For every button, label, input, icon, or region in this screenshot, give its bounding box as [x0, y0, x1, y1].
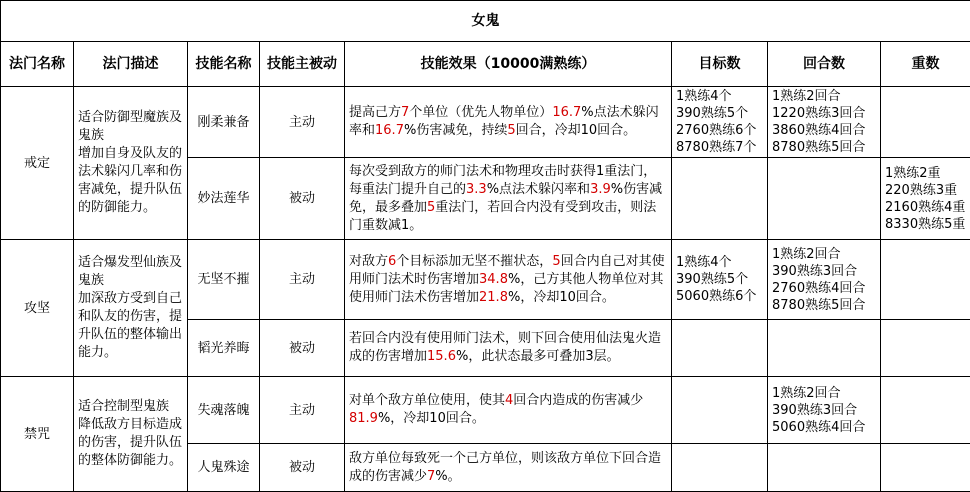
description-line: 适合爆发型仙族及鬼族	[78, 254, 183, 290]
effect-value: 3.3	[466, 182, 487, 197]
target-count	[672, 158, 768, 240]
skill-effect	[345, 320, 672, 377]
skill-effect	[345, 377, 672, 444]
header-skill-effect: 技能效果（10000满熟练）	[345, 42, 672, 87]
header-skill-name: 技能名称	[188, 42, 260, 87]
effect-text: %，此状态最多可叠加3层。	[456, 349, 620, 364]
description-line: 降低敌方目标造成的伤害，提升队伍的整体防御能力。	[78, 416, 183, 470]
skill-type: 主动	[260, 87, 345, 158]
skill-effect	[345, 240, 672, 320]
effect-value: 5	[552, 254, 560, 269]
skill-name: 韬光养晦	[188, 320, 260, 377]
skill-name: 刚柔兼备	[188, 87, 260, 158]
stack-count	[881, 377, 970, 444]
round-count	[768, 320, 881, 377]
effect-text: %伤害减免，最多叠加	[349, 182, 662, 215]
effect-text: 对单个敌方单位使用，使其	[349, 393, 505, 408]
skill-effect	[345, 87, 672, 158]
description-line: 加深敌方受到自己和队友的伤害，提升队伍的整体输出能力。	[78, 290, 183, 362]
value-line: 1熟练2回合	[772, 88, 876, 105]
skill-name: 妙法莲华	[188, 158, 260, 240]
value-line: 1熟练4个	[676, 254, 763, 271]
effect-value: 5	[427, 200, 435, 215]
header-description: 法门描述	[74, 42, 188, 87]
value-line: 1熟练2重	[885, 165, 966, 182]
value-line: 8780熟练5回合	[772, 297, 876, 314]
effect-text: 重法门，若回合内没有受到攻击，则法门重数减1。	[349, 200, 656, 233]
skill-name: 人鬼殊途	[188, 444, 260, 492]
header-skill-type: 技能主被动	[260, 42, 345, 87]
effect-text: %。	[435, 469, 460, 484]
effect-text: 个目标添加无坚不摧状态，	[396, 254, 552, 269]
value-line: 2760熟练4回合	[772, 280, 876, 297]
table-row	[1, 377, 970, 444]
effect-text: %，冷却10回合。	[508, 290, 615, 305]
effect-text: 回合内自己对其使用师门法术时伤害增加	[349, 254, 665, 287]
table-row	[1, 87, 970, 158]
value-line: 8330熟练5重	[885, 216, 966, 233]
school-description	[74, 240, 188, 377]
effect-value: 21.8	[479, 290, 508, 305]
effect-value: 3.9	[590, 182, 611, 197]
effect-value: 15.6	[427, 349, 456, 364]
round-count	[768, 444, 881, 492]
skill-type: 被动	[260, 444, 345, 492]
header-row	[1, 42, 970, 87]
value-line: 220熟练3重	[885, 182, 966, 199]
header-stacks: 重数	[881, 42, 970, 87]
title-row	[1, 1, 970, 42]
effect-value: 16.7	[375, 123, 404, 138]
value-line: 8780熟练7个	[676, 139, 763, 156]
value-line: 2160熟练4重	[885, 199, 966, 216]
target-count	[672, 320, 768, 377]
effect-value: 81.9	[349, 411, 378, 426]
effect-text: 对敌方	[349, 254, 388, 269]
skill-effect	[345, 444, 672, 492]
effect-text: 个单位（优先人物单位）	[409, 105, 552, 120]
target-count	[672, 87, 768, 158]
value-line: 5060熟练4回合	[772, 419, 876, 436]
value-line: 1熟练2回合	[772, 246, 876, 263]
value-line: 390熟练5个	[676, 271, 763, 288]
header-school: 法门名称	[1, 42, 74, 87]
stack-count	[881, 158, 970, 240]
effect-text: 回合，冷却10回合。	[516, 123, 637, 138]
value-line: 5060熟练6个	[676, 288, 763, 305]
effect-text: %伤害减免，持续	[404, 123, 507, 138]
target-count	[672, 377, 768, 444]
skill-type: 主动	[260, 377, 345, 444]
effect-value: 34.8	[479, 272, 508, 287]
effect-text: %，冷却10回合。	[378, 411, 485, 426]
effect-text: 回合内造成的伤害减少	[513, 393, 643, 408]
effect-text: %点法术躲闪率和	[349, 105, 659, 138]
stack-count	[881, 240, 970, 320]
skill-name: 无坚不摧	[188, 240, 260, 320]
skill-type: 主动	[260, 240, 345, 320]
effect-value: 16.7	[552, 105, 581, 120]
value-line: 1熟练2回合	[772, 385, 876, 402]
value-line: 390熟练3回合	[772, 402, 876, 419]
table-title: 女鬼	[1, 1, 970, 42]
header-rounds: 回合数	[768, 42, 881, 87]
effect-text: 每次受到敌方的师门法术和物理攻击时获得1重法门，每重法门提升自己的	[349, 164, 656, 197]
school-name: 攻坚	[1, 240, 74, 377]
skill-type: 被动	[260, 158, 345, 240]
skill-type: 被动	[260, 320, 345, 377]
effect-text: 敌方单位每致死一个己方单位，则该敌方单位下回合造成的伤害减少	[349, 451, 661, 484]
round-count	[768, 377, 881, 444]
school-description	[74, 87, 188, 240]
table-body	[1, 87, 970, 492]
skill-name: 失魂落魄	[188, 377, 260, 444]
header-targets: 目标数	[672, 42, 768, 87]
school-name: 禁咒	[1, 377, 74, 492]
effect-value: 5	[507, 123, 515, 138]
value-line: 8780熟练5回合	[772, 139, 876, 156]
value-line: 3860熟练4回合	[772, 122, 876, 139]
effect-text: %，己方其他人物单位对其使用师门法术伤害增加	[349, 272, 663, 305]
target-count	[672, 444, 768, 492]
effect-text: 提高己方	[349, 105, 401, 120]
effect-text: 若回合内没有使用师门法术，则下回合使用仙法鬼火造成的伤害增加	[349, 331, 661, 364]
effect-text: %点法术躲闪率和	[487, 182, 590, 197]
description-line: 适合控制型鬼族	[78, 398, 183, 416]
description-line: 增加自身及队友的法术躲闪几率和伤害减免，提升队伍的防御能力。	[78, 145, 183, 217]
value-line: 1熟练4个	[676, 88, 763, 105]
value-line: 1220熟练3回合	[772, 105, 876, 122]
round-count	[768, 87, 881, 158]
school-name: 戒定	[1, 87, 74, 240]
target-count	[672, 240, 768, 320]
stack-count	[881, 444, 970, 492]
value-line: 390熟练5个	[676, 105, 763, 122]
effect-value: 7	[401, 105, 409, 120]
school-description	[74, 377, 188, 492]
description-line: 适合防御型魔族及鬼族	[78, 109, 183, 145]
stack-count	[881, 320, 970, 377]
round-count	[768, 240, 881, 320]
value-line: 390熟练3回合	[772, 263, 876, 280]
effect-value: 7	[427, 469, 435, 484]
skill-effect	[345, 158, 672, 240]
value-line: 2760熟练6个	[676, 122, 763, 139]
effect-value: 6	[388, 254, 396, 269]
table-row	[1, 240, 970, 320]
round-count	[768, 158, 881, 240]
stack-count	[881, 87, 970, 158]
effect-value: 4	[505, 393, 513, 408]
